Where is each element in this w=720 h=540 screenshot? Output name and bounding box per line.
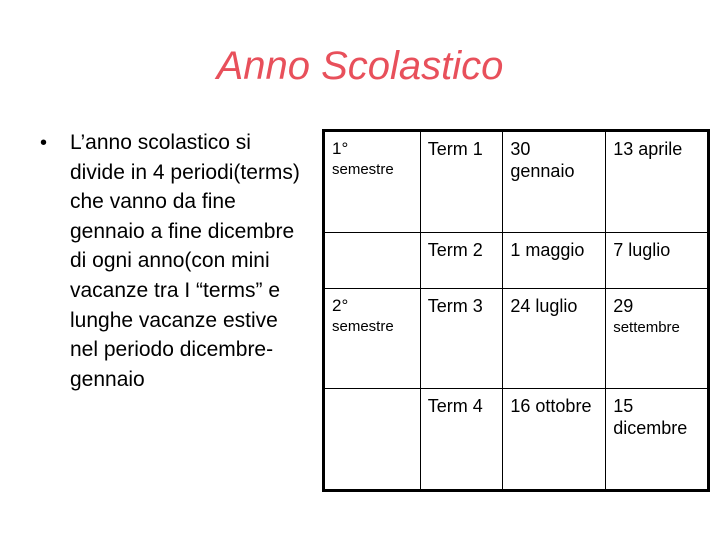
bullet-dot-icon: • [40, 132, 48, 154]
semester-cell [324, 389, 421, 491]
semester-label: semestre [332, 161, 394, 178]
table-row [324, 131, 709, 233]
terms-table [322, 129, 710, 492]
term-cell: Term 2 [420, 232, 503, 289]
semester-cell [324, 232, 421, 289]
semester-label: semestre [332, 318, 394, 336]
table-row [324, 289, 709, 389]
semester-number: 1° [332, 139, 349, 158]
bullet-text: L’anno scolastico si divide in 4 periodi(terms) che vanno da fine gennaio a fine dicembre di ogni anno(con mini vacanze tra I “terms” e lunghe vacanze estive nel periodo dicembre-gennaio [70, 131, 300, 391]
end-date-day: 29 [613, 296, 634, 317]
semester-cell [324, 289, 421, 389]
start-date-cell: 1 maggio [503, 232, 606, 289]
table-row [324, 389, 709, 491]
start-date-cell: 24 luglio [503, 289, 606, 389]
end-date-cell: 15 dicembre [606, 389, 709, 491]
term-cell: Term 3 [420, 289, 503, 389]
semester-number: 2° [332, 296, 349, 316]
slide-title: Anno Scolastico [216, 44, 504, 88]
table-row [324, 232, 709, 289]
end-date-cell [606, 289, 709, 389]
start-date-cell: 30 gennaio [503, 131, 606, 233]
end-date-cell: 7 luglio [606, 232, 709, 289]
semester-cell [324, 131, 421, 233]
bullet-list [40, 128, 310, 394]
term-cell: Term 4 [420, 389, 503, 491]
term-cell: Term 1 [420, 131, 503, 233]
end-date-cell: 13 aprile [606, 131, 709, 233]
start-date-cell: 16 ottobre [503, 389, 606, 491]
end-date-month: settembre [613, 319, 680, 337]
